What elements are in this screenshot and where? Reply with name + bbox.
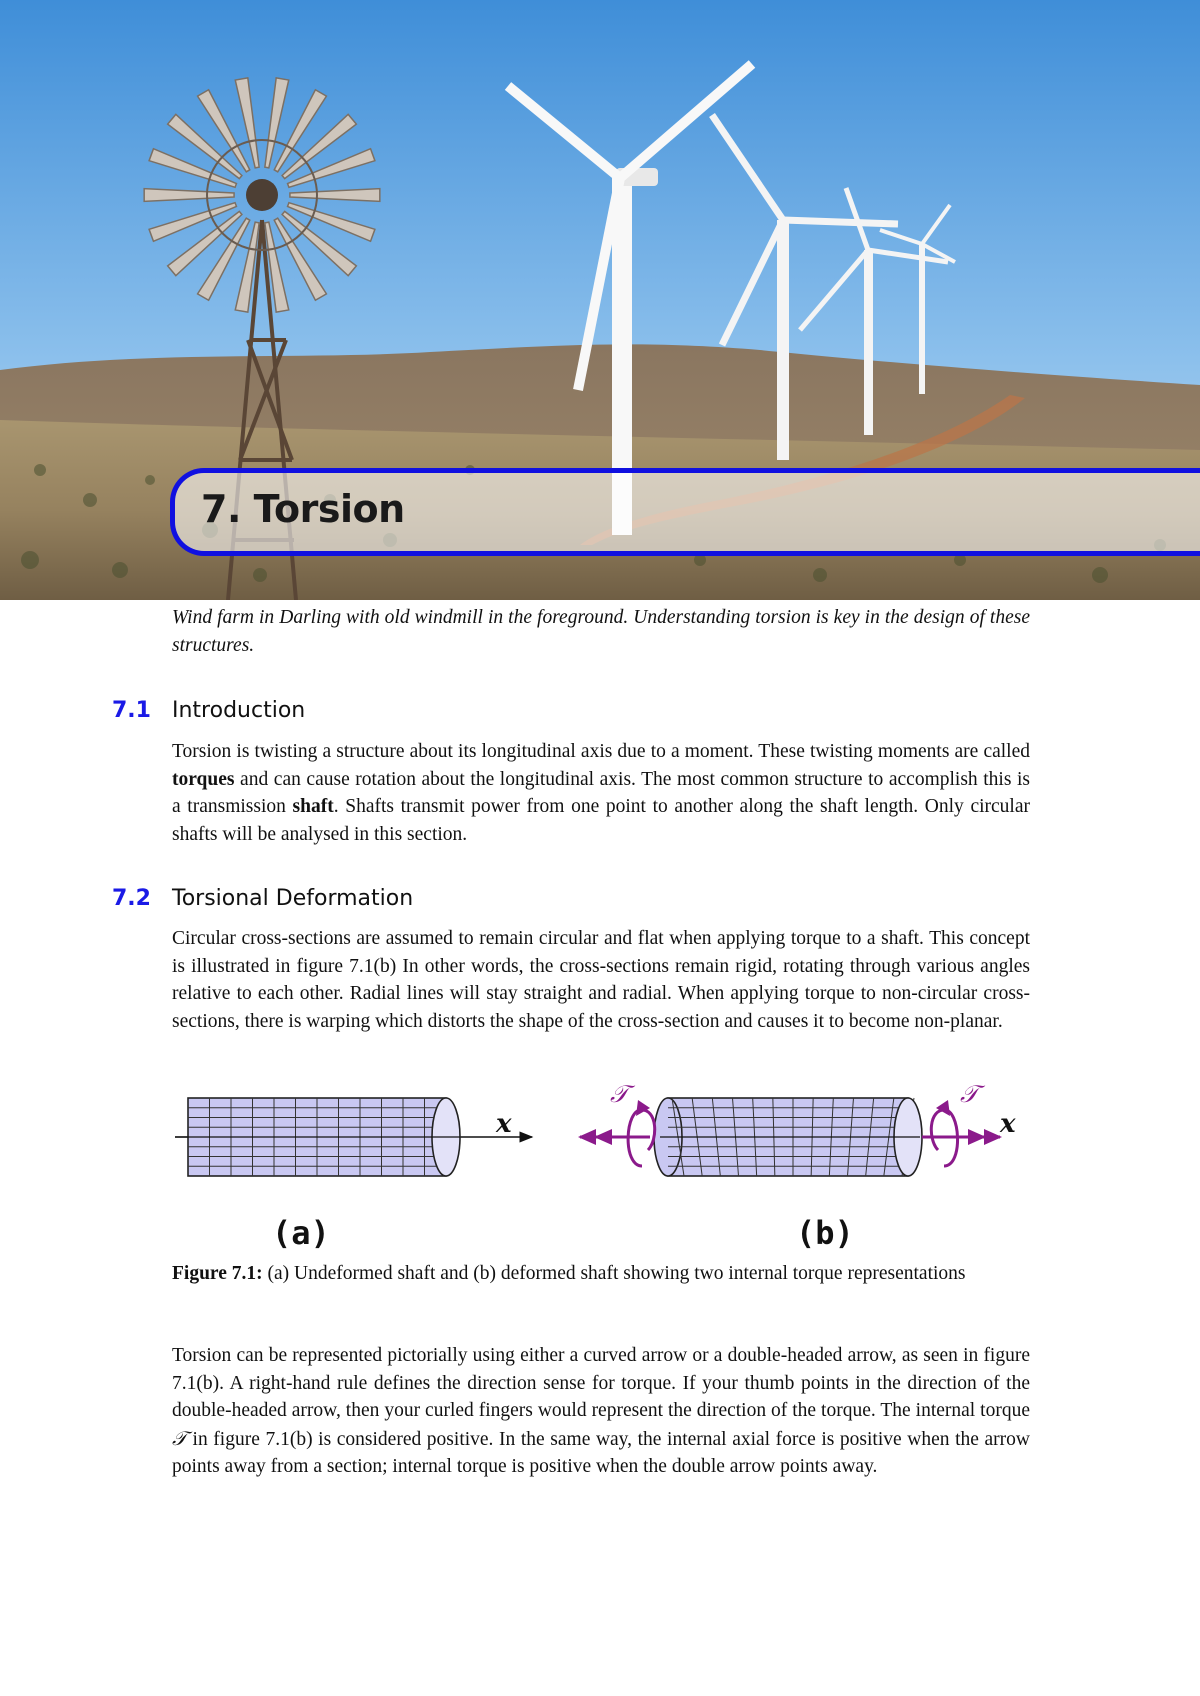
figure-caption-text: (a) Undeformed shaft and (b) deformed shaft showing two internal torque representations xyxy=(262,1263,966,1284)
section-title-intro: Introduction xyxy=(172,698,306,723)
chapter-banner xyxy=(170,468,1200,556)
section-number-deformation: 7.2 xyxy=(112,886,151,911)
axis-label-a: x xyxy=(496,1109,512,1139)
term-shaft: shaft xyxy=(292,796,334,818)
torque-text-1: Torsion can be represented pictorially using either a curved arrow or a double-headed arrow, as seen in figure 7.1(b). A right-hand rule defines the direction sense for torque. If your thumb points in the direction of the double-headed arrow, then your curled fingers would represent the direction of the torque. The internal torque xyxy=(172,1345,1030,1422)
figure-caption xyxy=(172,1260,1030,1288)
section-number-intro: 7.1 xyxy=(112,698,151,723)
subfigure-label-a: (a) xyxy=(272,1214,330,1252)
figure-caption-label: Figure 7.1: xyxy=(172,1263,263,1284)
axis-label-b: x xyxy=(1000,1109,1016,1139)
torque-symbol-right: 𝒯 xyxy=(960,1080,979,1108)
hero-caption: Wind farm in Darling with old windmill in the foreground. Understanding torsion is key in the design of these structures. xyxy=(172,607,1030,656)
torque-right xyxy=(922,1080,1002,1166)
torque-text-2: in figure 7.1(b) is considered positive. In the same way, the internal axial force is positive when the arrow points away from a section; internal torque is positive when the double arrow points away. xyxy=(172,1428,1030,1478)
intro-paragraph xyxy=(172,738,1030,848)
torque-symbol-left: 𝒯 xyxy=(610,1080,629,1108)
intro-text-1: Torsion is twisting a structure about its longitudinal axis due to a moment. These twisting moments are called xyxy=(172,741,1030,762)
term-torques: torques xyxy=(172,768,235,790)
deformation-paragraph: Circular cross-sections are assumed to remain circular and flat when applying torque to a shaft. This concept is illustrated in figure 7.1(b) In other words, the cross-sections remain rigid, rotating through various angles relative to each other. Radial lines will stay straight and radial. When applying torque to non-circular cross-sections, there is warping which distorts the shape of the cross-section and causes it to become non-planar. xyxy=(172,928,1030,1032)
subfigure-label-b: (b) xyxy=(796,1214,854,1252)
torque-paragraph xyxy=(172,1342,1030,1481)
intro-text-2: and can cause rotation about the longitudinal axis. The most common structure to accomplish this is a transmission xyxy=(172,768,1030,818)
intro-text-3: . Shafts transmit power from one point to another along the shaft length. Only circular shafts will be analysed in this section. xyxy=(172,796,1030,845)
chapter-title: 7. Torsion xyxy=(201,487,405,531)
torque-symbol-inline: 𝒯 xyxy=(172,1426,187,1450)
shaft-undeformed xyxy=(175,1098,532,1176)
torque-left xyxy=(578,1080,655,1166)
shaft-deformed xyxy=(654,1098,922,1176)
section-title-deformation: Torsional Deformation xyxy=(172,886,414,911)
figure-7-1 xyxy=(160,1080,1040,1260)
